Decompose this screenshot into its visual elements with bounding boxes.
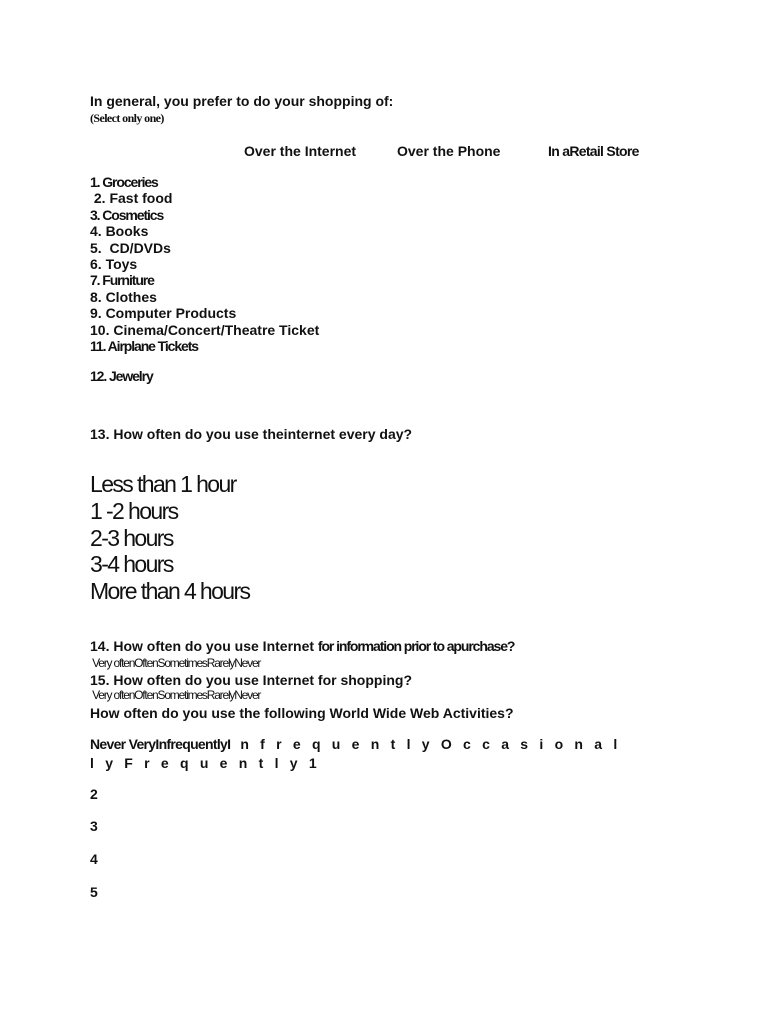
scale-line-1b: nfrequentlyOccasional (240, 736, 629, 752)
list-item: 11. Airplane Tickets (90, 338, 198, 355)
item-list (90, 174, 319, 354)
question-14-part-a: 14. How often do you use Internet (90, 638, 318, 654)
option-2-3-hours: 2-3 hours (90, 524, 173, 551)
question-14 (90, 638, 514, 654)
question-title: In general, you prefer to do your shopping of: (90, 93, 394, 109)
frequency-scale (90, 736, 670, 771)
list-item: 3. Cosmetics (90, 206, 164, 223)
scale-number-2: 2 (90, 786, 98, 802)
scale-number-4: 4 (90, 851, 98, 867)
question-instruction: (Select only one) (90, 111, 164, 125)
list-item: 8. Clothes (90, 288, 157, 305)
list-item-jewelry: 12. Jewelry (90, 368, 153, 384)
www-activities-question: How often do you use the following World Wide Web Activities? (90, 705, 514, 721)
question-15: 15. How often do you use Internet for shopping? (90, 672, 412, 688)
list-item: 9. Computer Products (90, 305, 237, 322)
question-13: 13. How often do you use theinternet every day? (90, 426, 413, 442)
question-14-options: Very oftenOftenSometimesRarelyNever (90, 656, 261, 670)
column-header-internet: Over the Internet (244, 143, 357, 159)
list-item: 6. Toys (90, 256, 138, 273)
question-15-options: Very oftenOftenSometimesRarelyNever (90, 688, 261, 702)
list-item: 10. Cinema/Concert/Theatre Ticket (90, 321, 320, 338)
scale-number-3: 3 (90, 818, 98, 834)
column-header-phone: Over the Phone (397, 143, 501, 159)
list-item: 2. Fast food (90, 190, 173, 207)
list-item: 5. CD/DVDs (90, 239, 171, 256)
scale-number-5: 5 (90, 884, 98, 900)
hours-options (90, 471, 249, 605)
question-14-part-b: for information prior to apurchase? (317, 638, 515, 654)
list-item: 7. Furniture (90, 272, 154, 289)
option-1-2-hours: 1 -2 hours (90, 497, 178, 524)
column-header-retail: In aRetail Store (548, 143, 639, 159)
list-item: 1. Groceries (90, 174, 158, 190)
option-3-4-hours: 3-4 hours (90, 551, 173, 578)
list-item: 4. Books (90, 223, 149, 240)
option-less-than-1-hour: Less than 1 hour (90, 471, 236, 497)
scale-line-1a: Never VeryInfrequentlyI (90, 736, 231, 752)
scale-line-2: lyFrequently1 (90, 755, 328, 771)
option-more-than-4-hours: More than 4 hours (90, 578, 250, 605)
